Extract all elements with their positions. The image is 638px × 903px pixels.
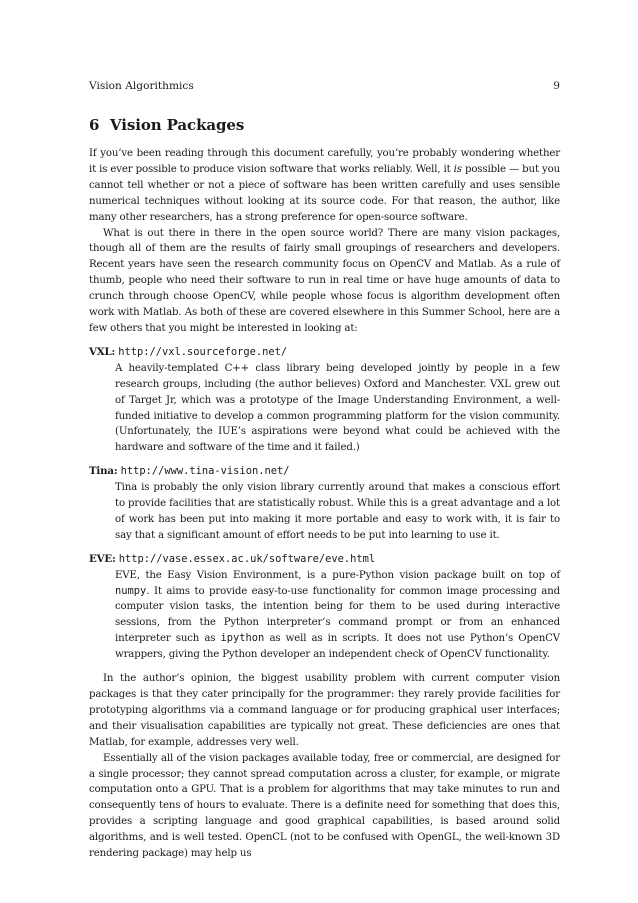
package-description: EVE, the Easy Vision Environment, is a pure-Python vision package built on top of numpy. It aims to provide easy-to-use functionality for common image processing and computer vision tasks, the intention being for them to be used during interactive sessions, from the Python interpreter’s command prompt or from an enhanced interpreter such as ipython as well as in scripts. It does not use Python’s OpenCV wrappers, giving the Python developer an independent check of OpenCV functionality. xyxy=(115,569,560,661)
body-text xyxy=(89,146,560,862)
package-vxl xyxy=(89,345,560,456)
package-name: VXL: xyxy=(89,345,116,358)
package-eve xyxy=(89,552,560,663)
package-url[interactable]: http://vase.essex.ac.uk/software/eve.html xyxy=(118,552,376,565)
page-number: 9 xyxy=(553,80,560,92)
paragraph-intro: If you’ve been reading through this document carefully, you’re probably wondering whether it is ever possible to produce vision software that works reliably. Well, it is possible — but you cannot tell whether or not a piece of software has been written carefully and uses sensible numerical techniques without looking at its source code. For that reason, the author, like many other researchers, has a strong preference for open-source software. xyxy=(89,148,560,223)
package-name: EVE: xyxy=(89,552,116,565)
section-heading xyxy=(89,116,244,134)
package-tina xyxy=(89,464,560,544)
running-header xyxy=(89,80,560,92)
section-number: 6 xyxy=(89,116,100,134)
section-title: Vision Packages xyxy=(110,116,245,134)
package-url[interactable]: http://vxl.sourceforge.net/ xyxy=(118,345,288,358)
paragraph-usability: In the author’s opinion, the biggest usability problem with current computer vision packages is that they cater principally for the programmer: they rarely provide facilities for prototyping algorithms via a command language or for producing graphical user interfaces; and their visualisation capabilities are typically not great. These deficiencies are ones that Matlab, for example, addresses very well. xyxy=(89,673,560,748)
package-description: A heavily-templated C++ class library being developed jointly by people in a few research groups, including (the author believes) Oxford and Manchester. VXL grew out of Target Jr, which was a prototype of the Image Understanding Environment, a well-funded initiative to develop a common programming platform for the vision community. (Unfortunately, the IUE’s aspirations were beyond what could be achieved with the hardware and software of the time and it failed.) xyxy=(115,362,560,454)
package-name: Tina: xyxy=(89,465,118,478)
paragraph-single-processor: Essentially all of the vision packages available today, free or commercial, are designed for a single processor; they cannot spread computation across a cluster, for example, or migrate computation onto a GPU. That is a problem for algorithms that may take minutes to run and consequently tens of hours to evaluate. There is a definite need for something that does this, provides a scripting language and good graphical capabilities, is based around solid algorithms, and is well tested. OpenCL (not to be confused with OpenGL, the well-known 3D rendering package) may help us xyxy=(89,752,560,860)
running-title: Vision Algorithmics xyxy=(89,80,194,92)
package-description: Tina is probably the only vision library currently around that makes a conscious effort to provide facilities that are statistically robust. While this is a great advantage and a lot of work has been put into making it more portable and easy to work with, it is fair to say that a significant amount of effort needs to be put into learning to use it. xyxy=(115,482,560,541)
paragraph-open-source: What is out there in there in the open source world? There are many vision packages, though all of them are the results of fairly small groupings of researchers and developers. Recent years have seen the research community focus on OpenCV and Matlab. As a rule of thumb, people who need their software to run in real time or have huge amounts of data to crunch through choose OpenCV, while people whose focus is algorithm development often work with Matlab. As both of these are covered elsewhere in this Summer School, here are a few others that you might be interested in looking at: xyxy=(89,227,560,334)
package-url[interactable]: http://www.tina-vision.net/ xyxy=(120,465,290,478)
